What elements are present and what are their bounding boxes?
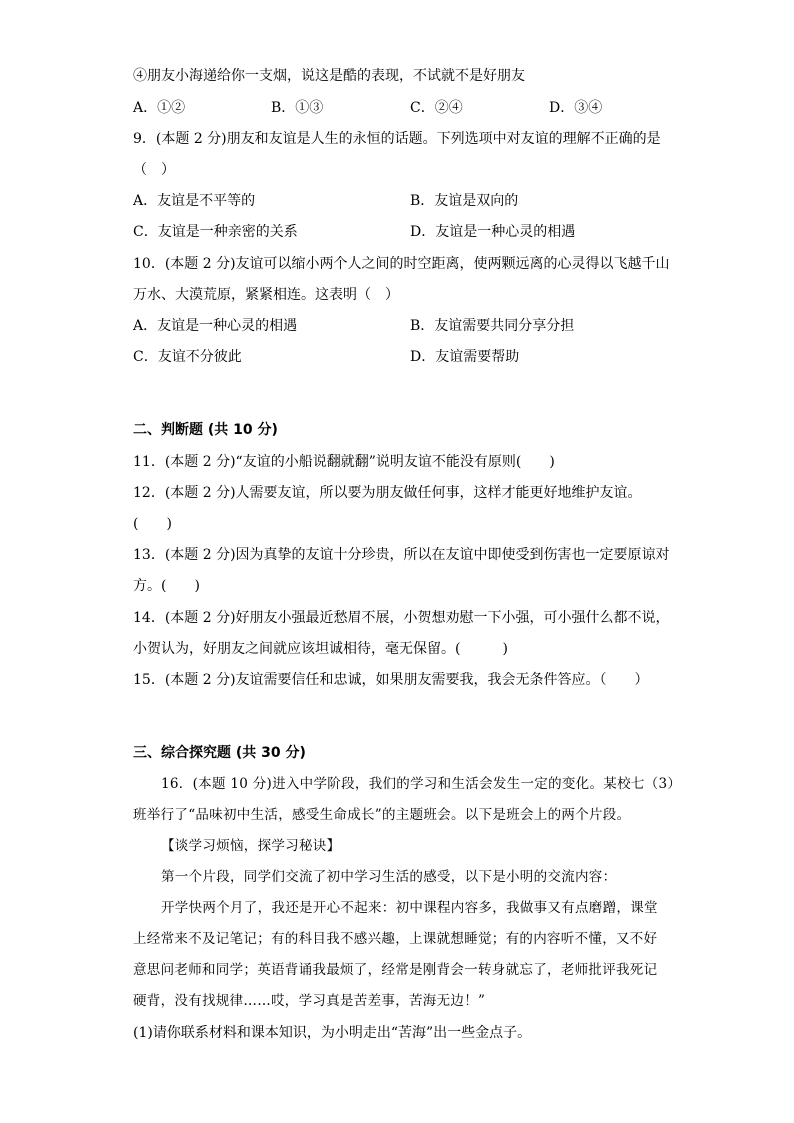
q9-choice-d: D．友谊是一种心灵的相遇 bbox=[410, 224, 576, 240]
q8-choice-c: C．②④ bbox=[410, 100, 463, 116]
q10-choice-a: A．友谊是一种心灵的相遇 bbox=[133, 318, 298, 334]
q12-line2: ( ) bbox=[133, 516, 172, 532]
q16-para2-line2: 上经常来不及记笔记；有的科目我不感兴趣，上课就想睡觉；有的内容听不懂，又不好 bbox=[133, 931, 658, 947]
q16-line1: 16．(本题 10 分)进入中学阶段，我们的学习和生活会发生一定的变化。某校七（3） bbox=[161, 776, 682, 792]
q16-para2-line1: 开学快两个月了，我还是开心不起来：初中课程内容多，我做事又有点磨蹭，课堂 bbox=[161, 900, 658, 916]
q10-choice-b: B．友谊需要共同分享分担 bbox=[410, 318, 575, 334]
q9-choice-c: C．友谊是一种亲密的关系 bbox=[133, 224, 298, 240]
q16-para2-line4: 硬背，没有找规律……哎，学习真是苦差事，苦海无边！” bbox=[133, 993, 486, 1009]
q12-line1: 12．(本题 2 分)人需要友谊，所以要为朋友做任何事，这样才能更好地维护友谊。 bbox=[133, 485, 642, 501]
q9-stem: 9．(本题 2 分)朋友和友谊是人生的永恒的话题。下列选项中对友谊的理解不正确的是 bbox=[133, 131, 661, 147]
q13-line2: 方。( ) bbox=[133, 578, 200, 594]
q16-line2: 班举行了“品味初中生活，感受生命成长”的主题班会。以下是班会上的两个片段。 bbox=[133, 807, 631, 823]
q10-choice-d: D．友谊需要帮助 bbox=[410, 349, 520, 365]
q16-material-heading: 【谈学习烦恼，探学习秘诀】 bbox=[161, 838, 341, 854]
section3-title: 三、综合探究题 (共 30 分) bbox=[133, 745, 306, 761]
q10-choice-c: C．友谊不分彼此 bbox=[133, 349, 242, 365]
q8-choice-b: B．①③ bbox=[271, 100, 324, 116]
q8-choice-a: A．①② bbox=[133, 100, 186, 116]
q11: 11．(本题 2 分)“友谊的小船说翻就翻”说明友谊不能没有原则( ) bbox=[133, 454, 555, 470]
q10-stem-line1: 10．(本题 2 分)友谊可以缩小两个人之间的时空距离，使两颗远离的心灵得以飞越千山 bbox=[133, 256, 670, 272]
q9-choice-b: B．友谊是双向的 bbox=[410, 193, 519, 209]
q10-stem-line2: 万水、大漠荒原，紧紧相连。这表明（ ） bbox=[133, 287, 399, 303]
q16-para1: 第一个片段，同学们交流了初中学习生活的感受，以下是小明的交流内容： bbox=[161, 869, 617, 885]
q13-line1: 13．(本题 2 分)因为真挚的友谊十分珍贵，所以在友谊中即使受到伤害也一定要原谅对 bbox=[133, 547, 670, 563]
q8-option-4: ④朋友小海递给你一支烟，说这是酷的表现，不试就不是好朋友 bbox=[133, 68, 525, 84]
q14-line1: 14．(本题 2 分)好朋友小强最近愁眉不展，小贺想劝慰一下小强，可小强什么都不说， bbox=[133, 610, 670, 626]
q15: 15．(本题 2 分)友谊需要信任和忠诚，如果朋友需要我，我会无条件答应。（ ） bbox=[133, 672, 649, 688]
q9-choice-a: A．友谊是不平等的 bbox=[133, 193, 256, 209]
q16-subquestion-1: (1)请你联系材料和课本知识，为小明走出“苦海”出一些金点子。 bbox=[133, 1025, 532, 1041]
section2-title: 二、判断题 (共 10 分) bbox=[133, 422, 278, 438]
q9-answer-paren: （ ） bbox=[133, 162, 175, 178]
q8-choice-d: D．③④ bbox=[549, 100, 603, 116]
q14-line2: 小贺认为，好朋友之间就应该坦诚相待，毫无保留。( ) bbox=[133, 641, 508, 657]
q16-para2-line3: 意思问老师和同学；英语背诵我最烦了，经常是刚背会一转身就忘了，老师批评我死记 bbox=[133, 962, 658, 978]
